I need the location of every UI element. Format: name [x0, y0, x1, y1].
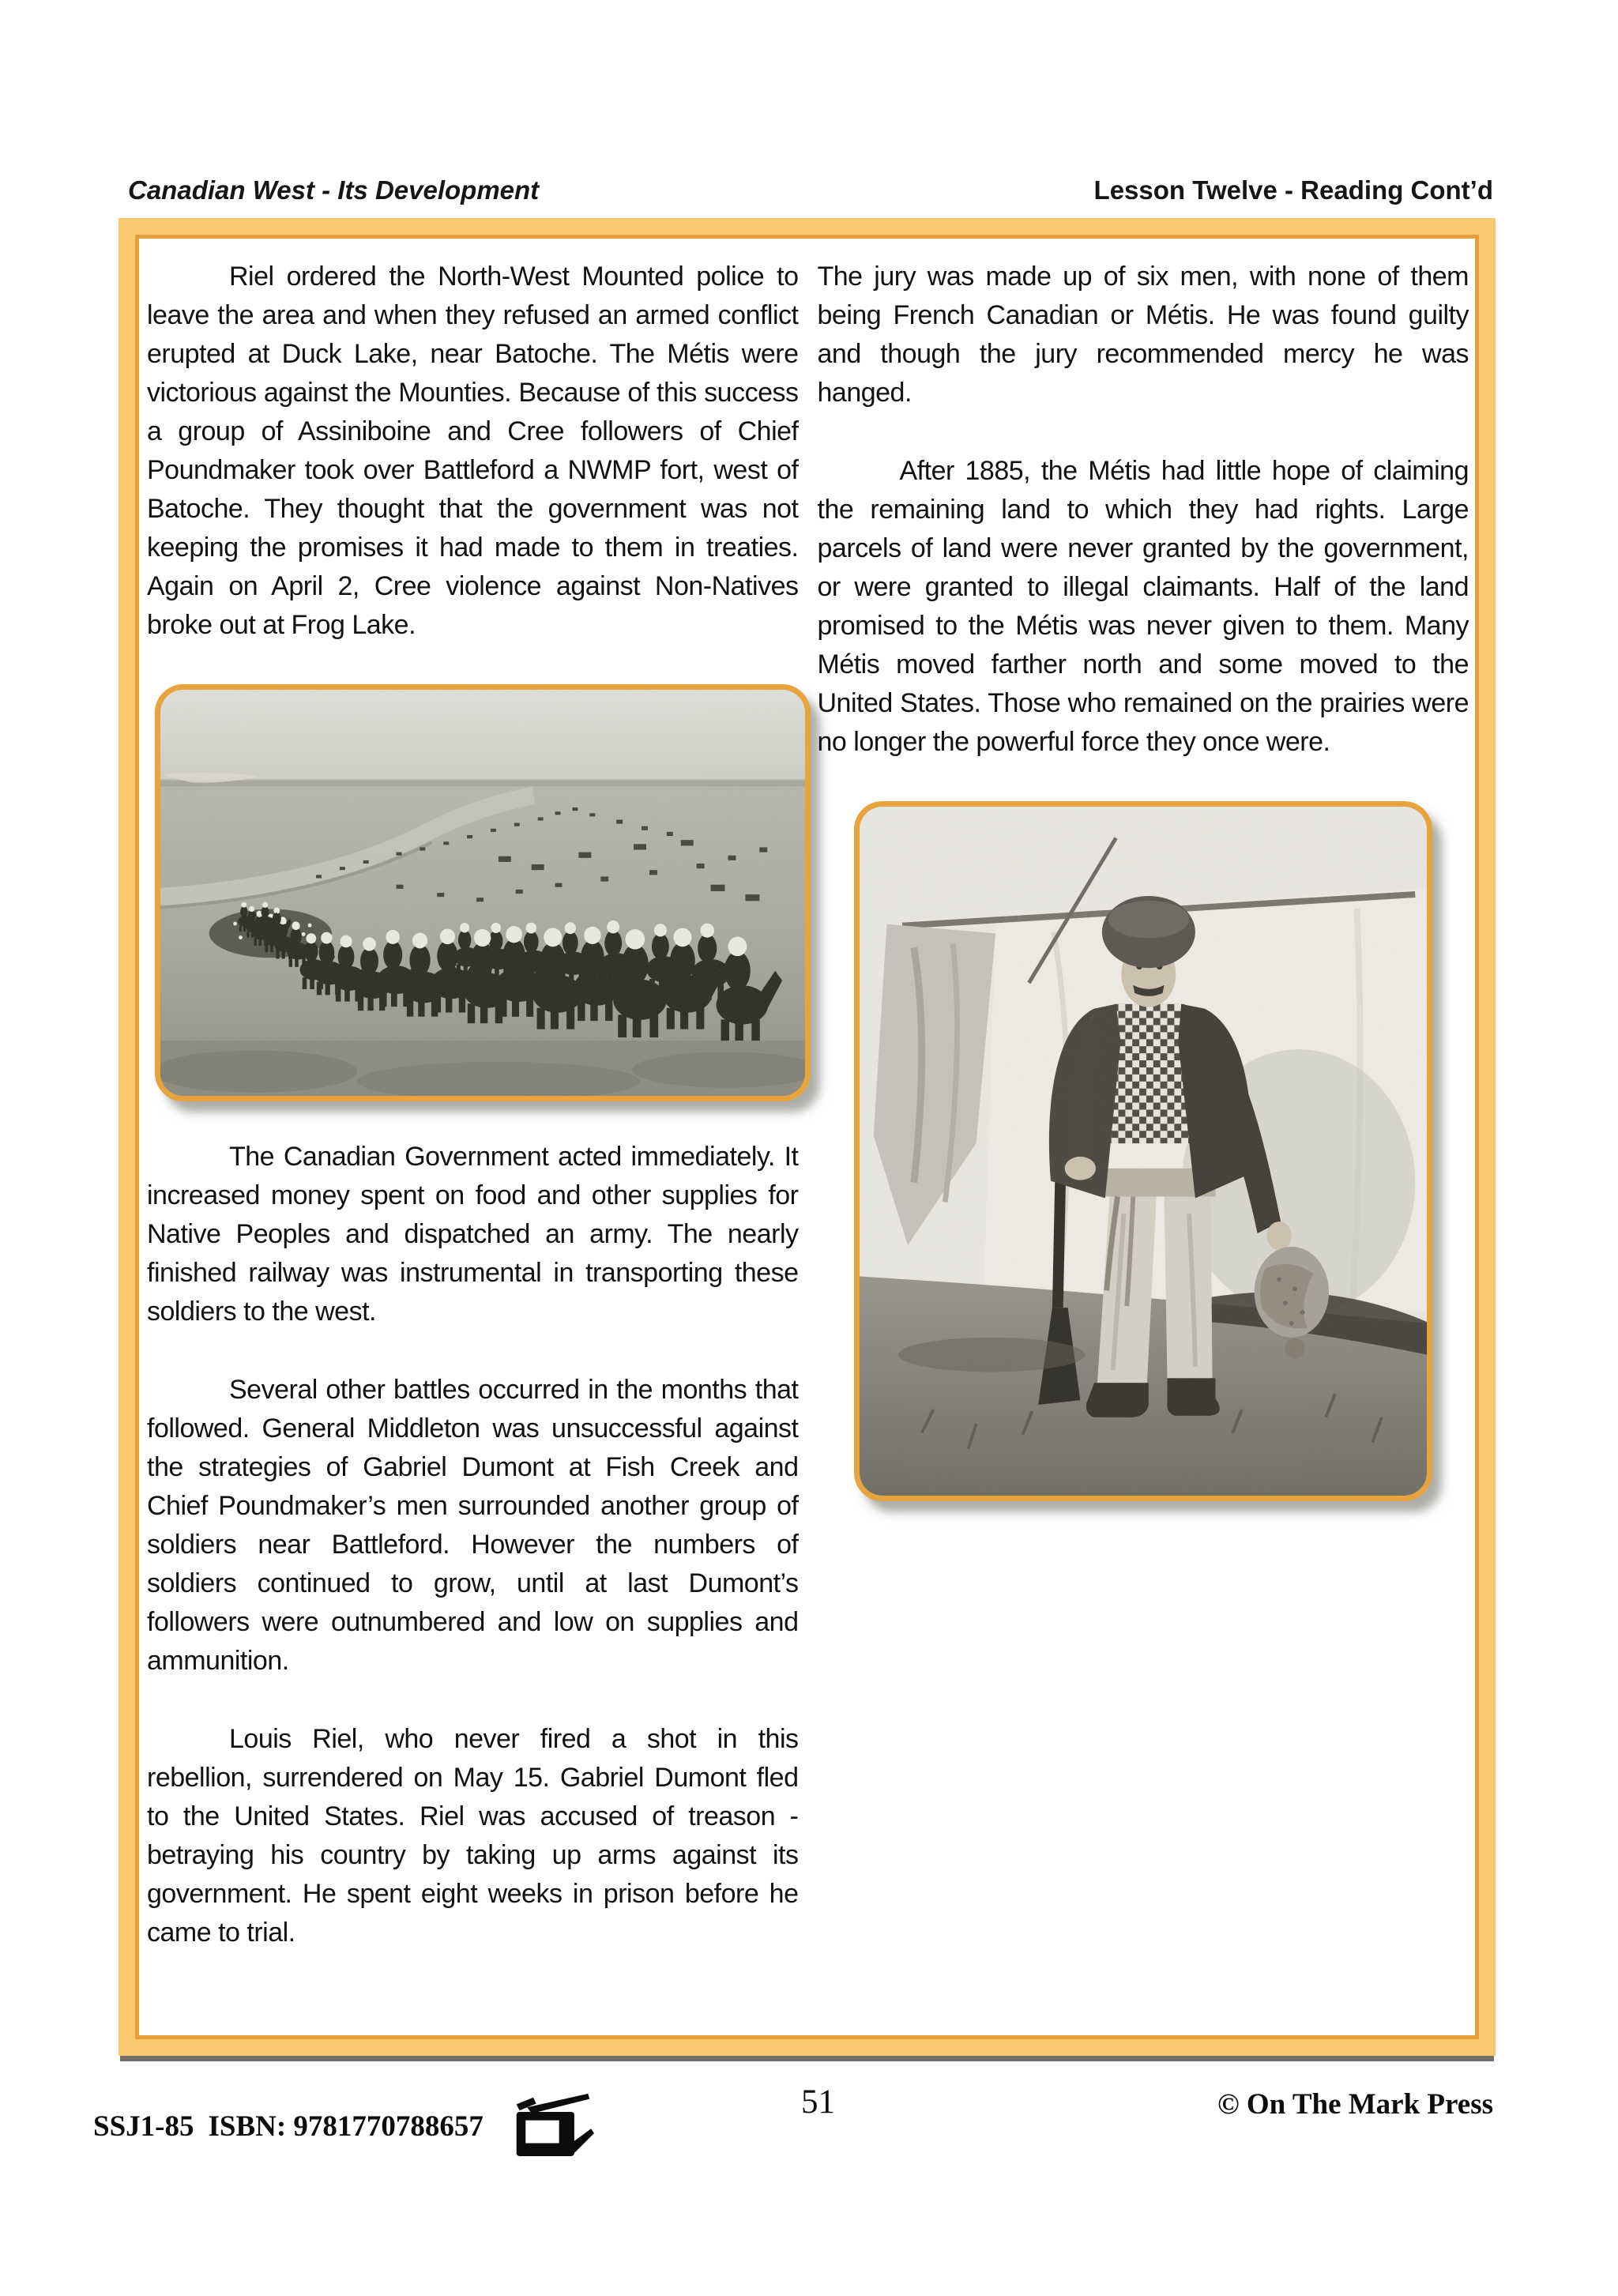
lesson-title: Lesson Twelve - Reading Cont’d	[1093, 175, 1493, 205]
content-frame	[119, 218, 1496, 2056]
book-title: Canadian West - Its Development	[128, 175, 540, 205]
paragraph-riel-surrendered: Louis Riel, who never fired a shot in this rebellion, surrendered on May 15. Gabriel Dumont fled to the United States. Riel was accused of treason - betraying his country by taking up arms against its government. He spent eight weeks in prison before he came to trial.	[147, 1724, 799, 1948]
paragraph-jury: The jury was made up of six men, with none of them being French Canadian or Métis. He was found guilty and though the jury recommended mercy he was hanged.	[817, 262, 1469, 408]
metis-man-photo	[854, 801, 1432, 1501]
footer-left	[93, 2087, 594, 2165]
paragraph-riel-ordered: Riel ordered the North-West Mounted police to leave the area and when they refused an armed conflict erupted at Duck Lake, near Batoche. The Métis were victorious against the Mounties. Because of this success a group of Assiniboine and Cree followers of Chief Poundmaker took over Battleford a NWMP fort, west of Batoche. They thought that the government was not keeping the promises it had made to them in treaties. Again on April 2, Cree violence against Non-Natives broke out at Frog Lake.	[147, 262, 799, 640]
paragraph-other-battles: Several other battles occurred in the months that followed. General Middleton was unsuccessful against the strategies of Gabriel Dumont at Fish Creek and Chief Poundmaker’s men surrounded another group of soldiers near Battleford. However the numbers of soldiers continued to grow, until at last Dumont’s followers were outnumbered and low on supplies and ammunition.	[147, 1375, 799, 1676]
product-code: SSJ1-85	[93, 2110, 194, 2143]
printer-icon-glyph	[510, 2092, 594, 2168]
frame-inner	[139, 239, 1475, 2035]
paragraph-after-1885: After 1885, the Métis had little hope of claiming the remaining land to which they had rights. Large parcels of land were never granted by the government, or were granted to illegal claimants. Half of the land promised to the Métis was never given to them. Many Métis moved farther north and some moved to the United States. Those who remained on the prairies were no longer the powerful force they once were.	[817, 456, 1469, 757]
paragraph-government-acted: The Canadian Government acted immediately. It increased money spent on food and other supplies for Native Peoples and dispatched an army. The nearly finished railway was instrumental in transporting these soldiers to the west.	[147, 1142, 799, 1327]
cavalry-photo-illustration	[160, 690, 805, 1096]
page-number: 51	[801, 2083, 835, 2121]
copyright: © On The Mark Press	[1217, 2088, 1493, 2121]
page-header	[128, 175, 1493, 205]
right-column	[818, 258, 1469, 2035]
left-column	[147, 258, 799, 2035]
nwmp-cavalry-photo	[155, 684, 811, 1101]
printer-icon	[510, 2092, 594, 2170]
metis-man-illustration	[860, 807, 1427, 1496]
isbn: ISBN: 9781770788657	[208, 2110, 484, 2143]
page-footer	[93, 2064, 1493, 2166]
